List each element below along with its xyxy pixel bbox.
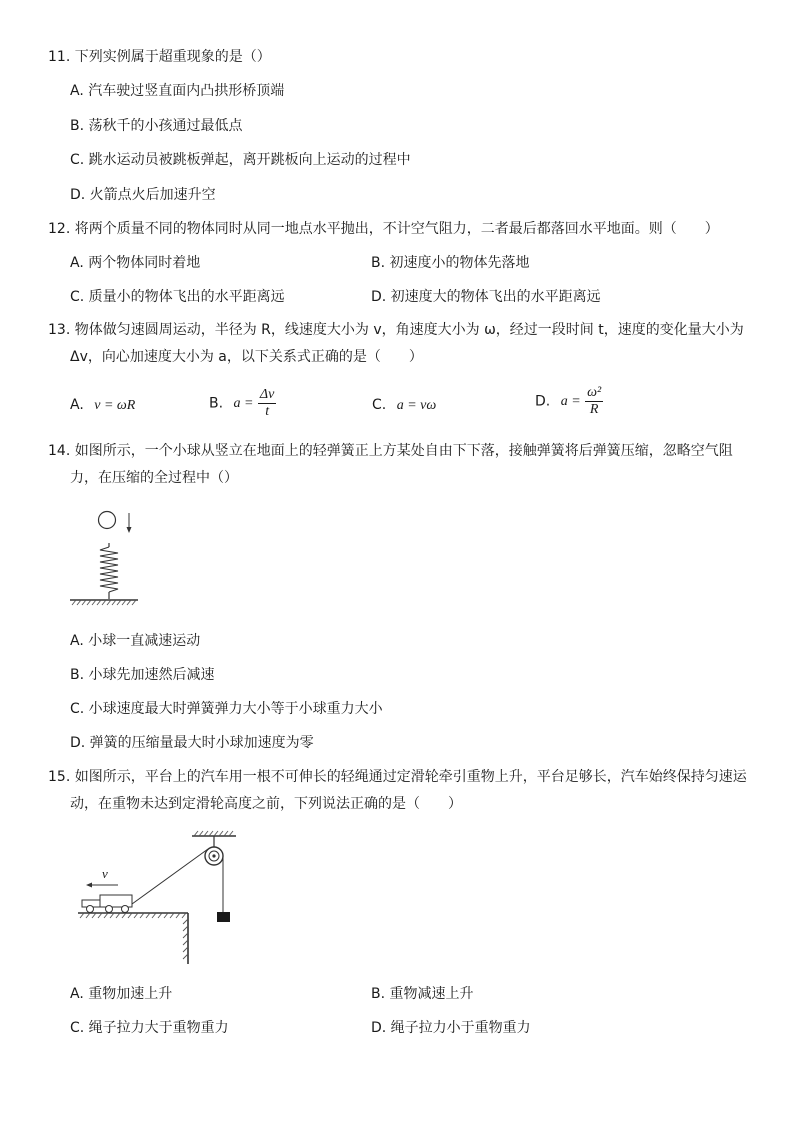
q13-option-c-label: C. (372, 397, 387, 413)
velocity-label: v (102, 866, 108, 881)
q13-option-b-denominator: t (265, 404, 270, 419)
car-body (100, 895, 132, 907)
q14-option-b: B. 小球先加速然后减速 (70, 667, 215, 683)
q13-option-b-label: B. (209, 395, 224, 412)
q13-option-b (209, 387, 276, 420)
q13-stem-line1: 13. 物体做匀速圆周运动，半径为 R，线速度大小为 v，角速度大小为 ω，经过一段时间 t，速度的变化量大小为 (48, 322, 744, 338)
q13-option-d-lhs: a = (560, 393, 581, 409)
q12-option-d: D. 初速度大的物体飞出的水平距离远 (371, 289, 601, 305)
q12-option-c: C. 质量小的物体飞出的水平距离远 (70, 289, 285, 305)
car-wheel-rear (122, 906, 129, 913)
q13-stem-line2: Δv，向心加速度大小为 a，以下关系式正确的是（ ） (70, 349, 423, 365)
q13-option-a-expr: v = ωR (94, 398, 136, 413)
q13-option-b-fraction (258, 387, 276, 420)
ball-spring-figure (66, 505, 156, 610)
q14-option-a: A. 小球一直减速运动 (70, 633, 201, 649)
fall-arrow-head (127, 527, 132, 533)
q13-option-a-label: A. (70, 397, 84, 413)
q15-option-a: A. 重物加速上升 (70, 986, 173, 1002)
ball-circle (99, 512, 116, 529)
car-wheel-front (87, 906, 94, 913)
platform-hatching (80, 913, 188, 959)
velocity-arrow-head (86, 883, 92, 888)
q13-option-d-numerator: ω² (587, 385, 602, 400)
q15-stem-line1: 15. 如图所示，平台上的汽车用一根不可伸长的轻绳通过定滑轮牵引重物上升，平台足够长，汽车始终保持匀速运 (48, 769, 747, 785)
rope-to-car (132, 849, 208, 904)
q13-option-c (372, 396, 436, 415)
q15-option-d: D. 绳子拉力小于重物重力 (371, 1020, 531, 1036)
q13-option-a (70, 396, 135, 415)
car-wheel-middle (106, 906, 113, 913)
q13-option-d-label: D. (535, 393, 551, 410)
q11-stem: 11. 下列实例属于超重现象的是（） (48, 49, 271, 65)
q13-option-d (535, 385, 603, 418)
spring-coil (100, 547, 118, 592)
q13-option-d-fraction (585, 385, 603, 418)
q11-option-a: A. 汽车驶过竖直面内凸拱形桥顶端 (70, 83, 285, 99)
q14-option-c: C. 小球速度最大时弹簧弹力大小等于小球重力大小 (70, 701, 383, 717)
q11-option-d: D. 火箭点火后加速升空 (70, 187, 216, 203)
q12-option-b: B. 初速度小的物体先落地 (371, 255, 530, 271)
q14-stem-line2: 力，在压缩的全过程中（） (70, 470, 238, 486)
q13-option-b-numerator: Δv (259, 387, 275, 402)
pulley-axle (212, 854, 215, 857)
q14-option-d: D. 弹簧的压缩量最大时小球加速度为零 (70, 735, 314, 751)
q11-option-c: C. 跳水运动员被跳板弹起，离开跳板向上运动的过程中 (70, 152, 411, 168)
q12-stem: 12. 将两个质量不同的物体同时从同一地点水平抛出，不计空气阻力，二者最后都落回水平地面。则（ ） (48, 221, 719, 237)
q12-option-a: A. 两个物体同时着地 (70, 255, 201, 271)
q11-option-b: B. 荡秋千的小孩通过最低点 (70, 118, 243, 134)
q13-option-b-lhs: a = (233, 395, 254, 411)
car-pulley-figure (74, 826, 254, 966)
hanging-weight (217, 912, 230, 922)
q15-option-c: C. 绳子拉力大于重物重力 (70, 1020, 229, 1036)
q13-option-c-expr: a = vω (396, 398, 437, 413)
q13-option-d-denominator: R (589, 402, 599, 417)
q14-stem-line1: 14. 如图所示，一个小球从竖立在地面上的轻弹簧正上方某处自由下下落，接触弹簧将后弹簧压缩，忽略空气阻 (48, 443, 733, 459)
q15-option-b: B. 重物减速上升 (371, 986, 474, 1002)
q15-stem-line2: 动，在重物未达到定滑轮高度之前，下列说法正确的是（ ） (70, 796, 462, 812)
